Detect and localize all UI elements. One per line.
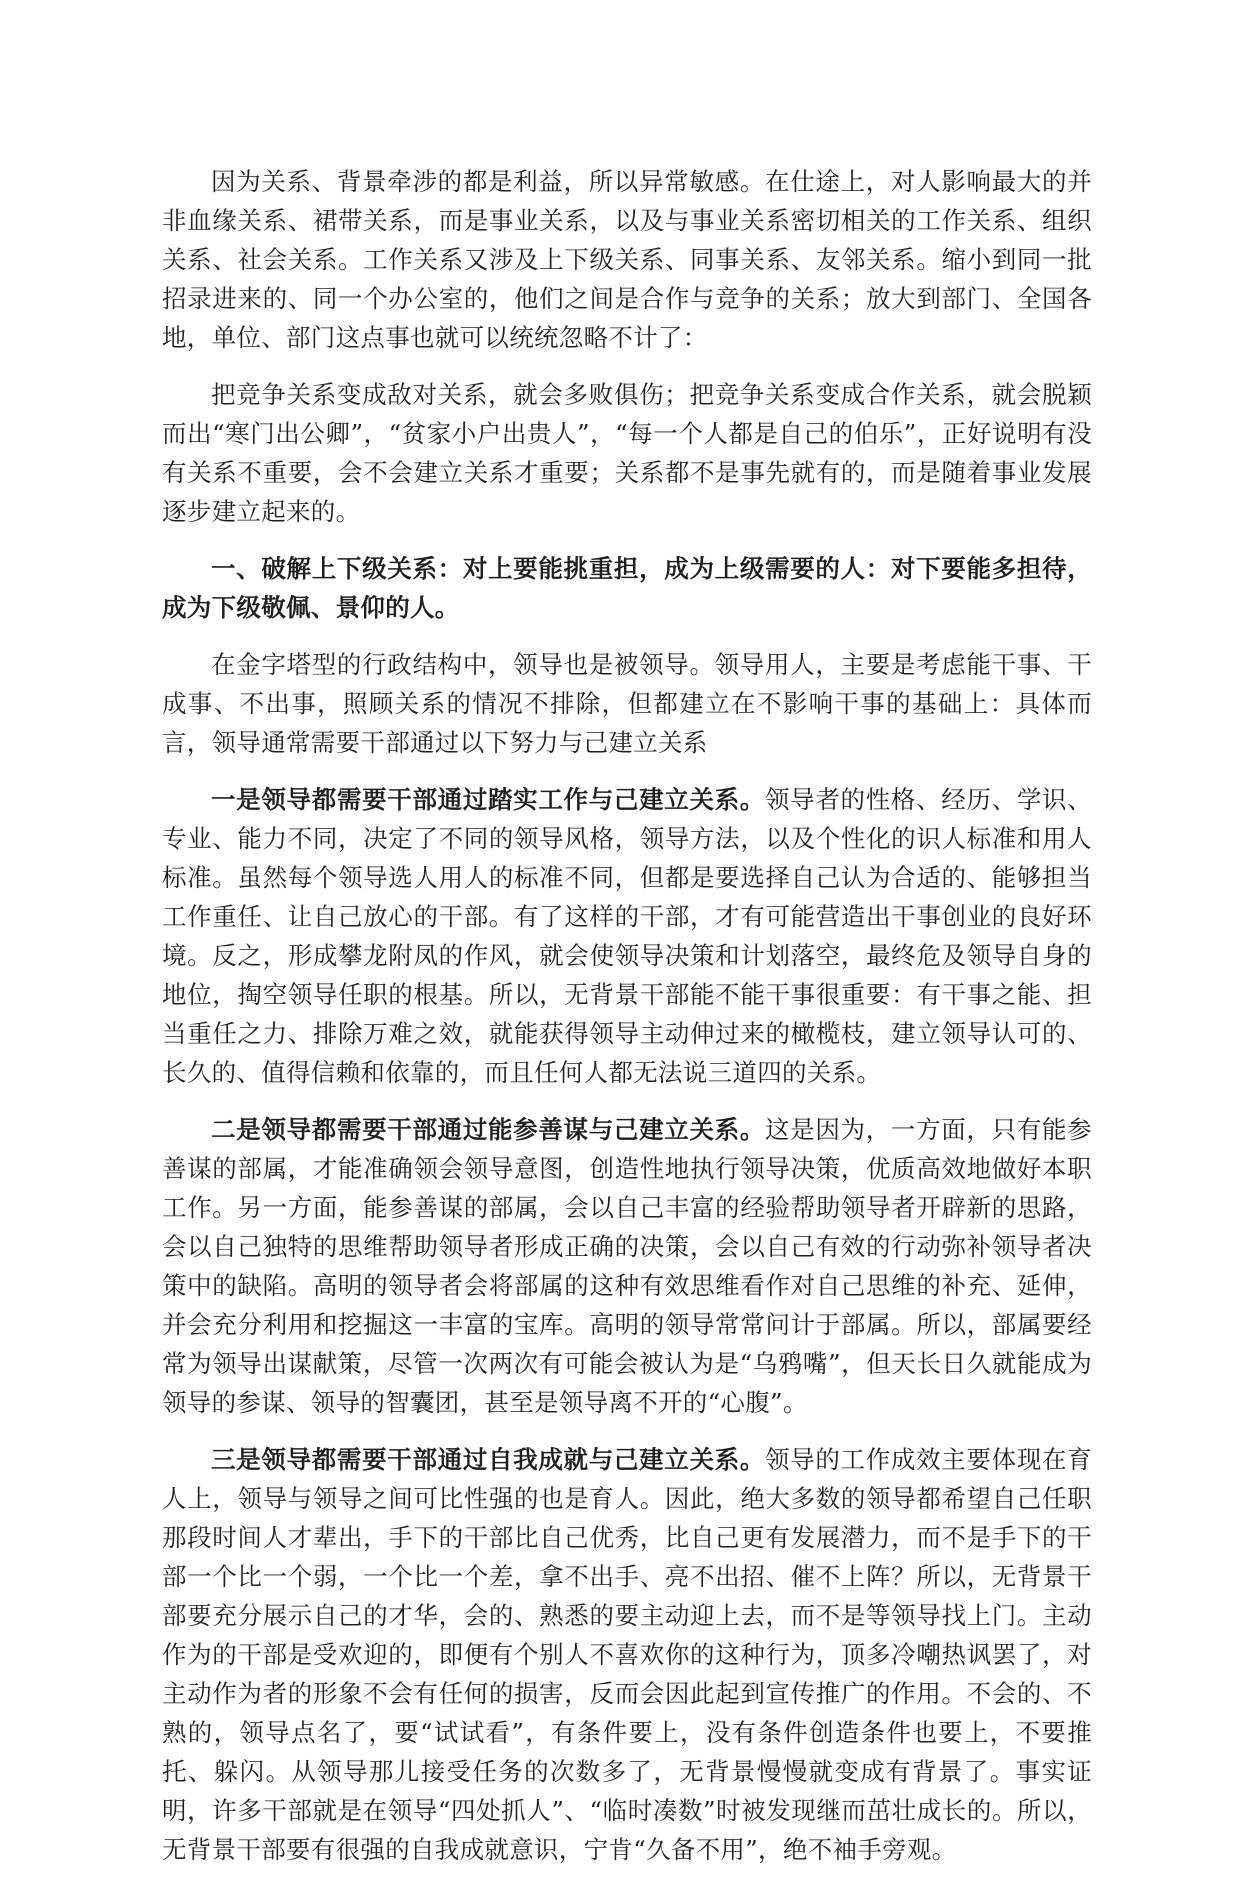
heading-text: 一、破解上下级关系：对上要能挑重担，成为上级需要的人：对下要能多担待，成为下级敬佩、景仰的人。 [162,554,1092,622]
paragraph-lead: 二是领导都需要干部通过能参善谋与己建立关系。 [211,1115,765,1144]
paragraph-point-three [162,1440,1092,1869]
paragraph-interest-sensitivity [162,162,1092,357]
paragraph-text: 因为关系、背景牵涉的都是利益，所以异常敏感。在仕途上，对人影响最大的并非血缘关系、裙带关系，而是事业关系，以及与事业关系密切相关的工作关系、组织关系、社会关系。工作关系又涉及上下级关系、同事关系、友邻关系。缩小到同一批招录进来的、同一个办公室的，他们之间是合作与竞争的关系；放大到部门、全国各地，单位、部门这点事也就可以统统忽略不计了： [162,167,1092,352]
paragraph-text: 这是因为，一方面，只有能参善谋的部属，才能准确领会领导意图，创造性地执行领导决策，优质高效地做好本职工作。另一方面，能参善谋的部属，会以自己丰富的经验帮助领导者开辟新的思路，会以自己独特的思维帮助领导者形成正确的决策，会以自己有效的行动弥补领导者决策中的缺陷。高明的领导者会将部属的这种有效思维看作对自己思维的补充、延伸，并会充分利用和挖掘这一丰富的宝库。高明的领导常常问计于部属。所以，部属要经常为领导出谋献策，尽管一次两次有可能会被认为是“乌鸦嘴”，但天长日久就能成为领导的参谋、领导的智囊团，甚至是领导离不开的“心腹”。 [162,1115,1092,1417]
paragraph-text: 领导者的性格、经历、学识、专业、能力不同，决定了不同的领导风格，领导方法，以及个性化的识人标准和用人标准。虽然每个领导选人用人的标准不同，但都是要选择自己认为合适的、能够担当工作重任、让自己放心的干部。有了这样的干部，才有可能营造出干事创业的良好环境。反之，形成攀龙附凤的作风，就会使领导决策和计划落空，最终危及领导自身的地位，掏空领导任职的根基。所以，无背景干部能不能干事很重要：有干事之能、担当重任之力、排除万难之效，就能获得领导主动伸过来的橄榄枝，建立领导认可的、长久的、值得信赖和依靠的，而且任何人都无法说三道四的关系。 [162,785,1092,1087]
paragraph-text: 在金字塔型的行政结构中，领导也是被领导。领导用人，主要是考虑能干事、干成事、不出事，照顾关系的情况不排除，但都建立在不影响干事的基础上：具体而言，领导通常需要干部通过以下努力与己建立关系 [162,650,1092,757]
paragraph-point-one [162,780,1092,1092]
paragraph-competition-cooperation [162,375,1092,531]
paragraph-text: 把竞争关系变成敌对关系，就会多败俱伤；把竞争关系变成合作关系，就会脱颖而出“寒门出公卿”，“贫家小户出贵人”，“每一个人都是自己的伯乐”，正好说明有没有关系不重要，会不会建立关系才重要；关系都不是事先就有的，而是随着事业发展逐步建立起来的。 [162,380,1092,526]
paragraph-lead: 三是领导都需要干部通过自我成就与己建立关系。 [211,1445,765,1474]
paragraph-lead: 一是领导都需要干部通过踏实工作与己建立关系。 [211,785,765,814]
paragraph-pyramid-structure [162,645,1092,762]
document-page [162,162,1092,1887]
paragraph-point-two [162,1110,1092,1422]
paragraph-text: 领导的工作成效主要体现在育人上，领导与领导之间可比性强的也是育人。因此，绝大多数的领导都希望自己任职那段时间人才辈出，手下的干部比自己优秀，比自己更有发展潜力，而不是手下的干部一个比一个弱，一个比一个差，拿不出手、亮不出招、催不上阵？所以，无背景干部要充分展示自己的才华，会的、熟悉的要主动迎上去，而不是等领导找上门。主动作为的干部是受欢迎的，即便有个别人不喜欢你的这种行为，顶多冷嘲热讽罢了，对主动作为者的形象不会有任何的损害，反而会因此起到宣传推广的作用。不会的、不熟的，领导点名了，要“试试看”，有条件要上，没有条件创造条件也要上，不要推托、躲闪。从领导那儿接受任务的次数多了，无背景慢慢就变成有背景了。事实证明，许多干部就是在领导“四处抓人”、“临时凑数”时被发现继而茁壮成长的。所以，无背景干部要有很强的自我成就意识，宁肯“久备不用”，绝不袖手旁观。 [162,1445,1092,1864]
section-heading-superior-subordinate [162,549,1092,627]
